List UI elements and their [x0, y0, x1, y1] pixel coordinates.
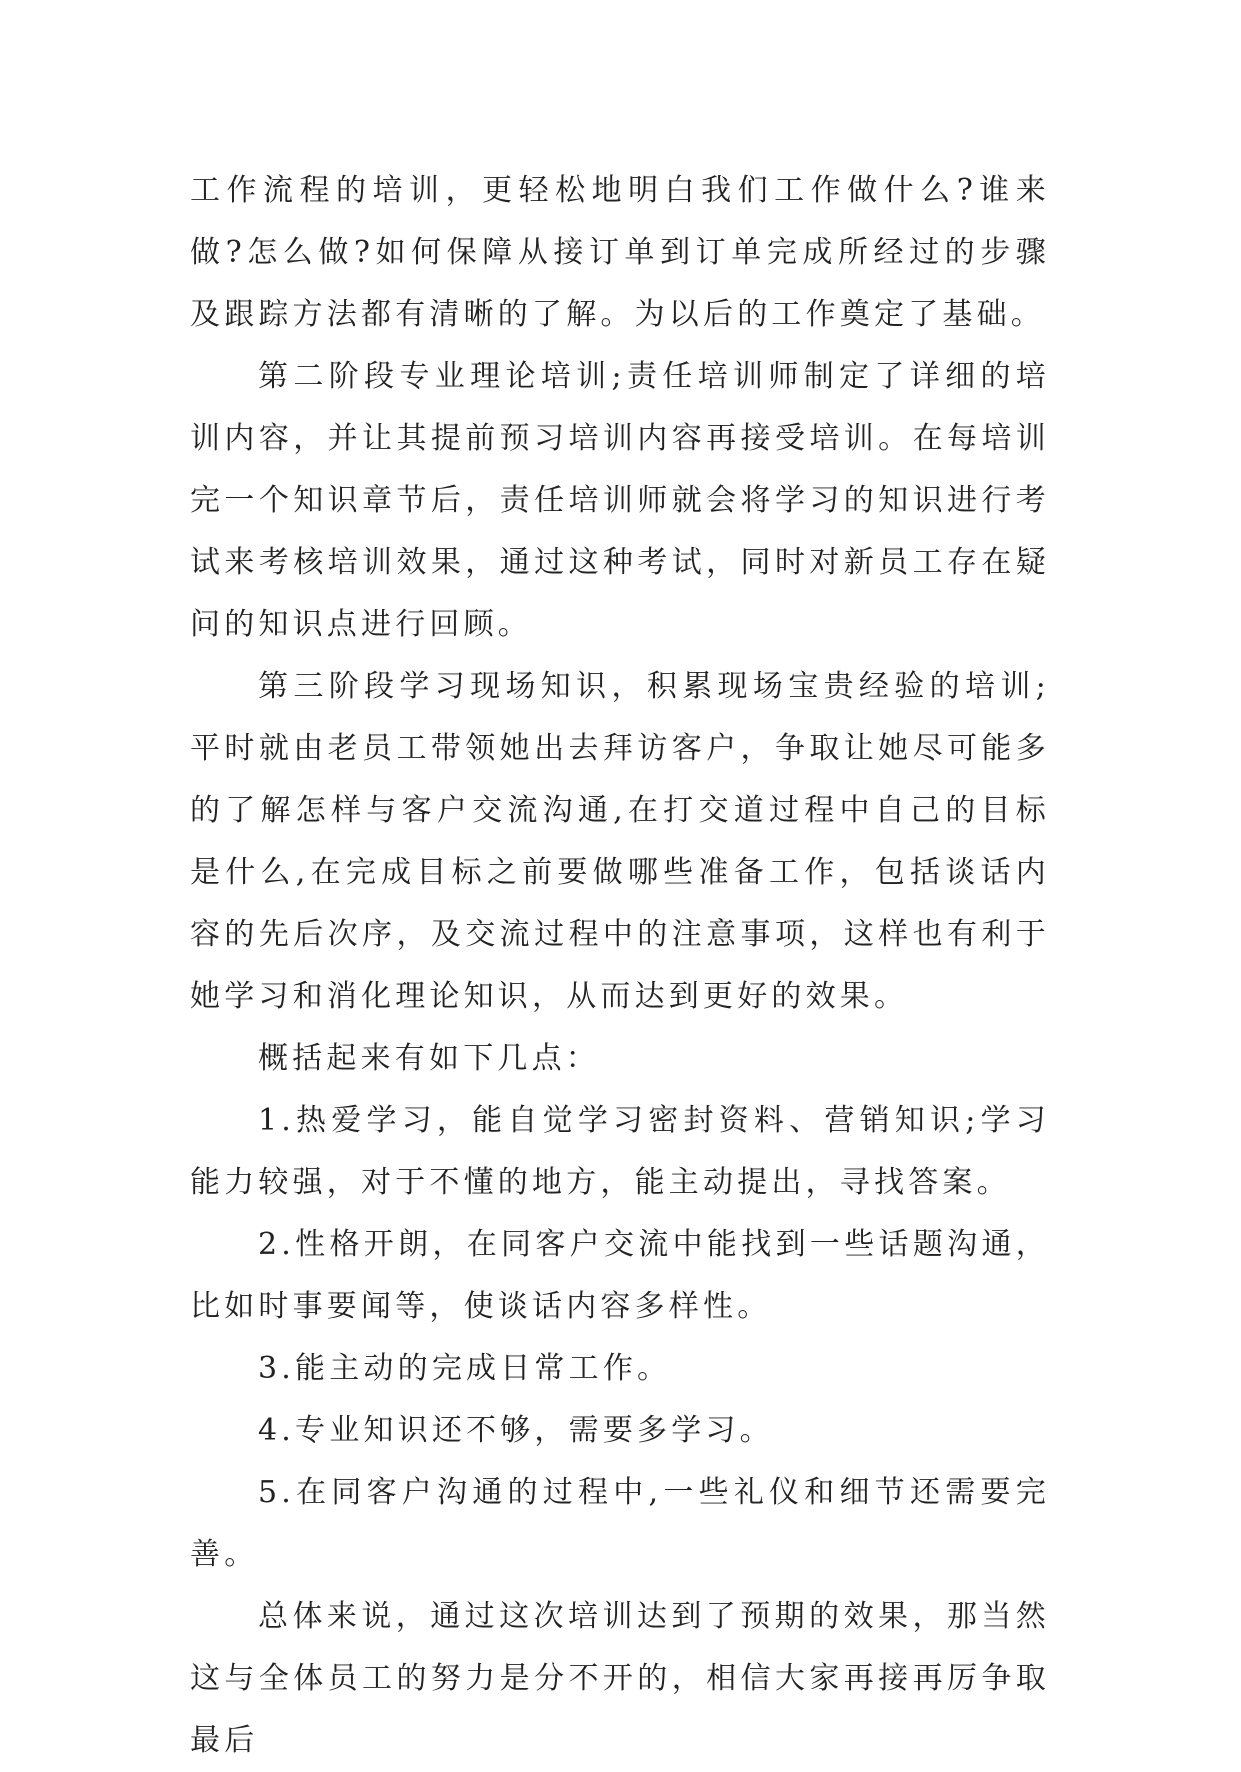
list-item-5: 5.在同客户沟通的过程中,一些礼仪和细节还需要完善。: [190, 1475, 1050, 1572]
document-body: [190, 160, 1050, 1772]
paragraph-stage-three: 第三阶段学习现场知识，积累现场宝贵经验的培训;平时就由老员工带领她出去拜访客户，争取让她尽可能多的了解怎样与客户交流沟通,在打交道过程中自己的目标是什么,在完成目标之前要做哪些准备工作，包括谈话内容的先后次序，及交流过程中的注意事项，这样也有利于她学习和消化理论知识，从而达到更好的效果。: [190, 669, 1050, 1014]
paragraph-summary-intro: 概括起来有如下几点：: [258, 1041, 600, 1076]
paragraph-stage-two: 第二阶段专业理论培训;责任培训师制定了详细的培训内容，并让其提前预习培训内容再接受培训。在每培训完一个知识章节后，责任培训师就会将学习的知识进行考试来考核培训效果，通过这种考试，同时对新员工存在疑问的知识点进行回顾。: [190, 359, 1050, 642]
list-item-1: 1.热爱学习，能自觉学习密封资料、营销知识;学习能力较强，对于不懂的地方，能主动提出，寻找答案。: [190, 1103, 1050, 1200]
list-item-2: 2.性格开朗，在同客户交流中能找到一些话题沟通，比如时事要闻等，使谈话内容多样性。: [190, 1227, 1050, 1324]
paragraph-conclusion: 总体来说，通过这次培训达到了预期的效果，那当然这与全体员工的努力是分不开的，相信大家再接再厉争取最后: [190, 1599, 1050, 1758]
paragraph-continuation: 工作流程的培训，更轻松地明白我们工作做什么?谁来做?怎么做?如何保障从接订单到订单完成所经过的步骤及跟踪方法都有清晰的了解。为以后的工作奠定了基础。: [190, 173, 1050, 332]
list-item-3: 3.能主动的完成日常工作。: [258, 1351, 672, 1386]
list-item-4: 4.专业知识还不够，需要多学习。: [258, 1413, 774, 1448]
